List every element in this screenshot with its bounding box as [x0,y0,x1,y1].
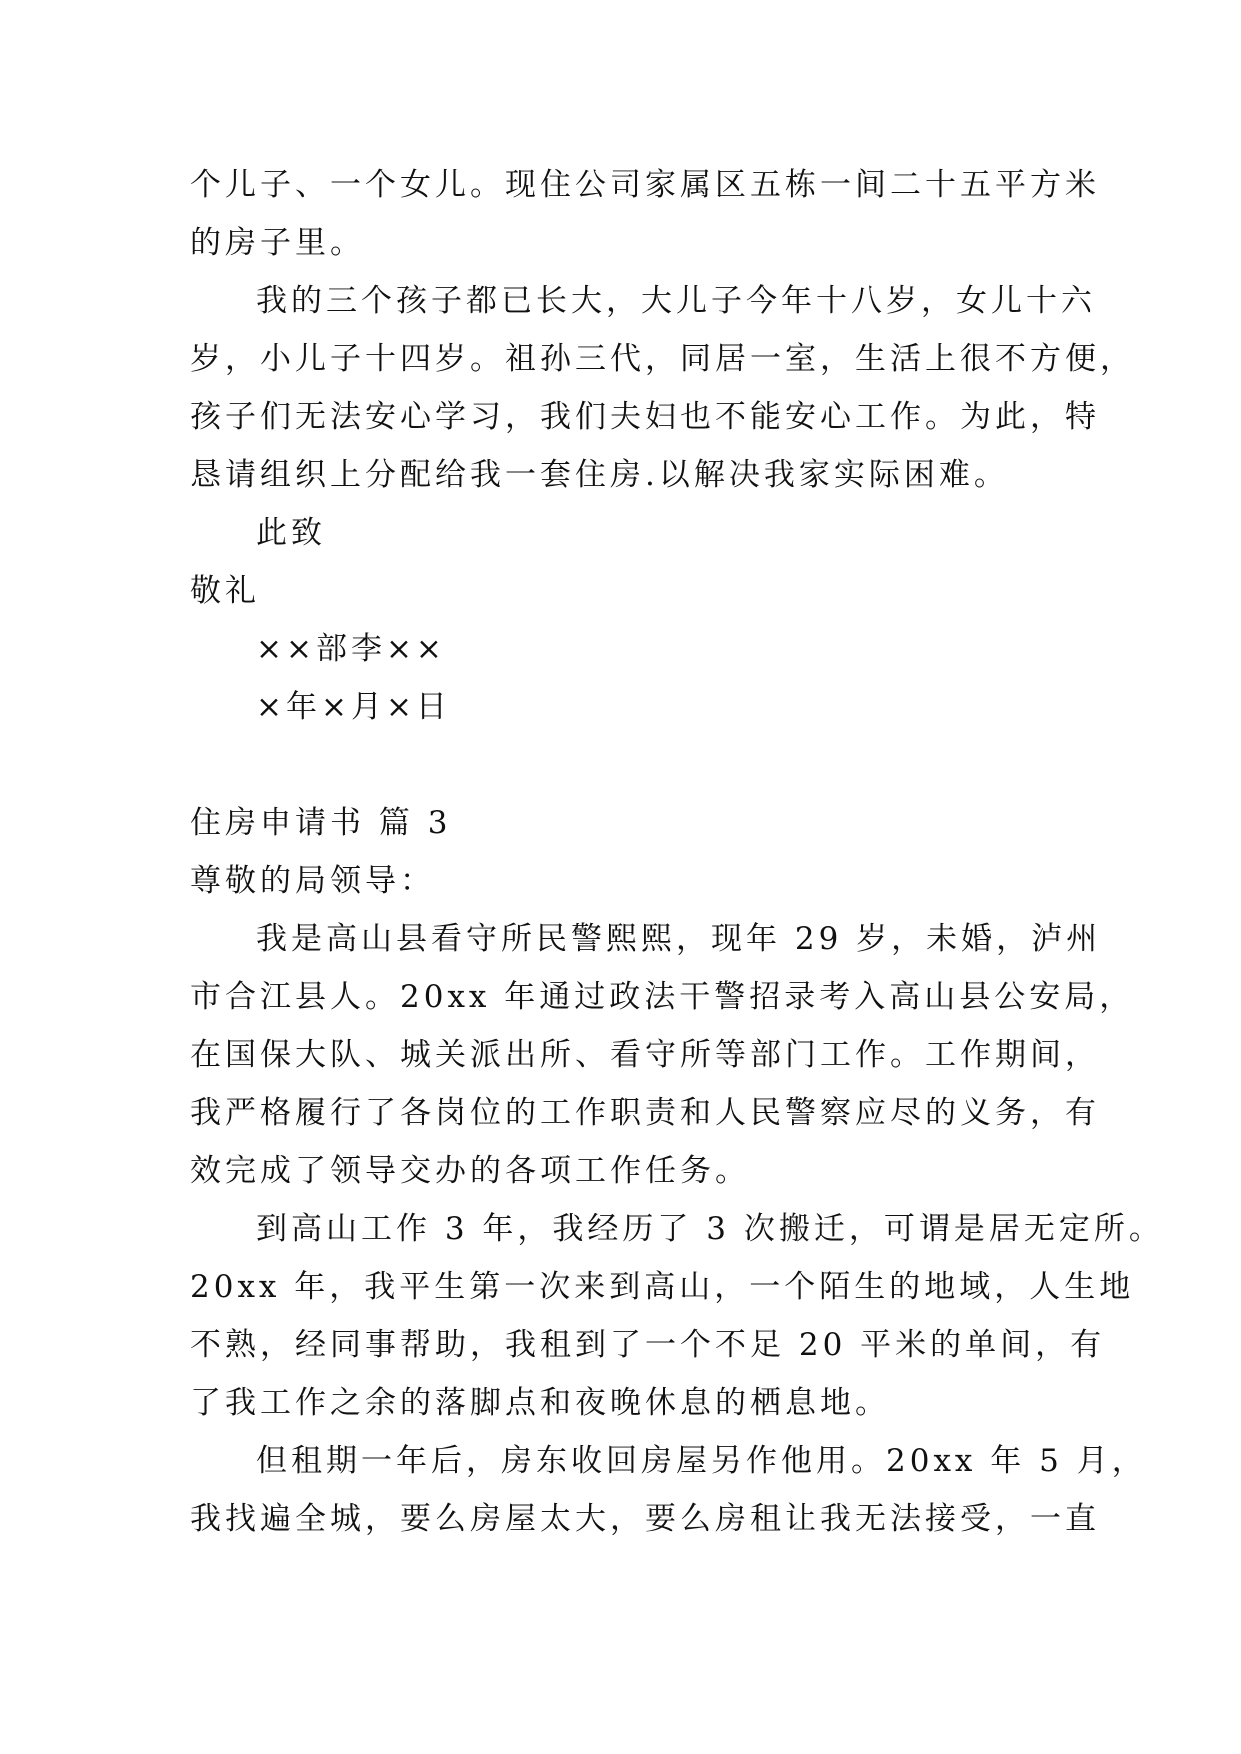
signature-line: ××部李×× [256,631,446,667]
text-line: 不熟，经同事帮助，我租到了一个不足 20 平米的单间，有 [190,1327,1106,1363]
greeting-line: 尊敬的局领导： [190,863,435,899]
text-line: 我的三个孩子都已长大，大儿子今年十八岁，女儿十六 [256,283,1096,319]
document-body [190,156,1164,1548]
text-line: 在国保大队、城关派出所、看守所等部门工作。工作期间， [190,1037,1100,1073]
text-line: 我是高山县看守所民警熙熙，现年 29 岁，未婚，泸州 [256,921,1102,957]
section-gap [190,736,1070,794]
text-line: 效完成了领导交办的各项工作任务。 [190,1153,750,1189]
text-line: 的房子里。 [190,225,365,261]
text-line: 个儿子、一个女儿。现住公司家属区五栋一间二十五平方米 [190,167,1100,203]
text-line: 到高山工作 3 年，我经历了 3 次搬迁，可谓是居无定所。 [256,1211,1164,1247]
date-line: ×年×月×日 [256,689,451,725]
text-line: 20xx 年，我平生第一次来到高山，一个陌生的地域，人生地 [190,1269,1135,1305]
text-line: 我找遍全城，要么房屋太大，要么房租让我无法接受，一直 [190,1501,1100,1537]
text-line: 了我工作之余的落脚点和夜晚休息的栖息地。 [190,1385,890,1421]
text-line: 我严格履行了各岗位的工作职责和人民警察应尽的义务，有 [190,1095,1100,1131]
text-line: 孩子们无法安心学习，我们夫妇也不能安心工作。为此，特 [190,399,1100,435]
salute-line: 敬礼 [190,573,260,609]
text-line: 市合江县人。20xx 年通过政法干警招录考入高山县公安局， [190,979,1135,1015]
closing-line: 此致 [256,515,326,551]
section-title: 住房申请书 篇 3 [190,805,452,841]
text-line: 恳请组织上分配给我一套住房.以解决我家实际困难。 [190,457,1009,493]
text-line: 岁，小儿子十四岁。祖孙三代，同居一室，生活上很不方便， [190,341,1135,377]
text-line: 但租期一年后，房东收回房屋另作他用。20xx 年 5 月， [256,1443,1147,1479]
